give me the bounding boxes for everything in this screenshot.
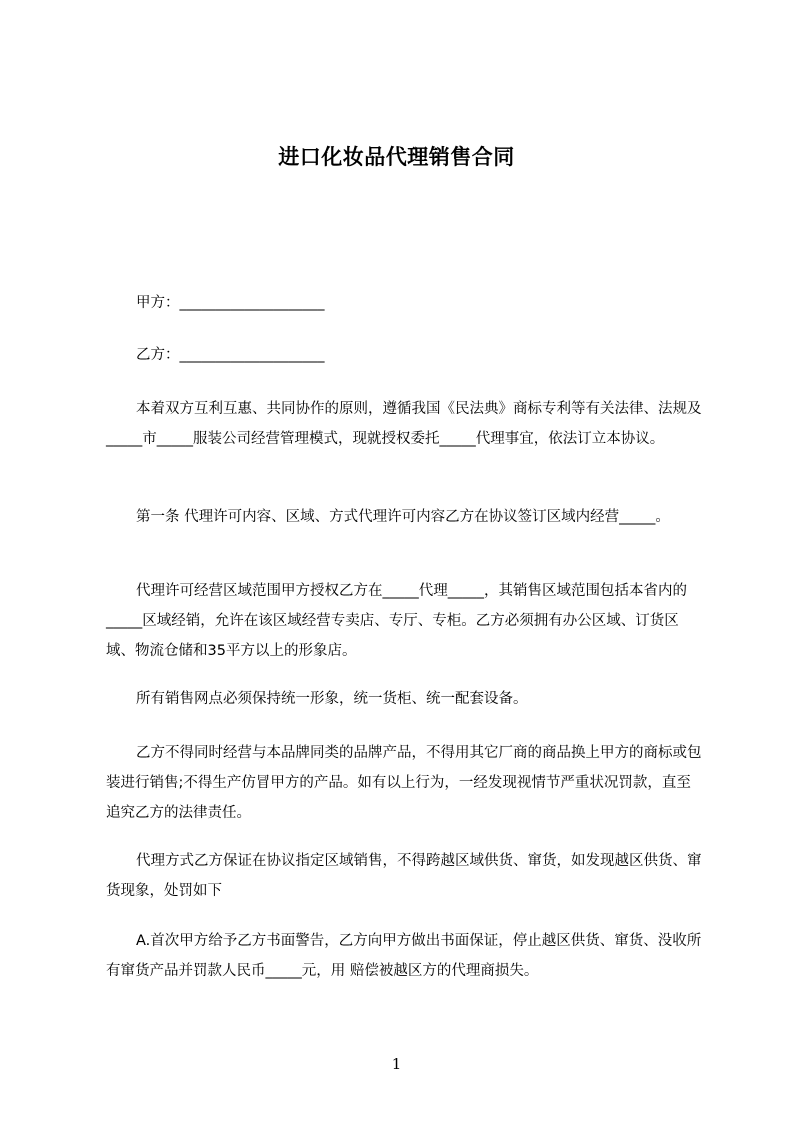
paragraph-license-area (106, 576, 702, 666)
page-number: 1 (391, 1055, 402, 1073)
paragraph-text: 所有销售网点必须保持统一形象，统一货柜、统一配套设备。 (136, 691, 528, 707)
party-a-text: 甲方：____________________ (136, 295, 325, 311)
party-b-text: 乙方：____________________ (136, 347, 325, 363)
paragraph-prohibitions (106, 738, 702, 828)
party-b-line (106, 340, 702, 370)
paragraph-text: 代理方式乙方保证在协议指定区域销售，不得跨越区域供货、窜货，如发现越区供货、窜货现象，处罚如下 (106, 853, 702, 899)
paragraph-preamble (106, 394, 702, 454)
paragraph-text: 乙方不得同时经营与本品牌同类的品牌产品，不得用其它厂商的商品换上甲方的商标或包装进行销售;不得生产仿冒甲方的产品。如有以上行为，一经发现视情节严重状况罚款，直至追究乙方的法律责任。 (106, 745, 702, 821)
paragraph-text: A.首次甲方给予乙方书面警告，乙方向甲方做出书面保证，停止越区供货、窜货、没收所有窜货产品并罚款人民币_____元，用 赔偿被越区方的代理商损失。 (106, 933, 702, 979)
paragraph-penalty-a (106, 926, 702, 986)
paragraph-text: 第一条 代理许可内容、区域、方式代理许可内容乙方在协议签订区域内经营_____。 (136, 509, 670, 525)
paragraph-agency-method (106, 846, 702, 906)
document-title: 进口化妆品代理销售合同 (278, 145, 515, 169)
paragraph-text: 代理许可经营区域范围甲方授权乙方在_____代理_____，其销售区域范围包括本省内的_____区域经销，允许在该区域经营专卖店、专厅、专柜。乙方必须拥有办公区域、订货区域、物流仓储和35平方以上的形象店。 (106, 583, 687, 659)
paragraph-unified-image (106, 684, 702, 714)
party-a-line (106, 288, 702, 318)
paragraph-text: 本着双方互利互惠、共同协作的原则，遵循我国《民法典》商标专利等有关法律、法规及_____市_____服装公司经营管理模式，现就授权委托_____代理事宜，依法订立本协议。 (106, 401, 702, 447)
paragraph-article-1 (106, 502, 702, 532)
